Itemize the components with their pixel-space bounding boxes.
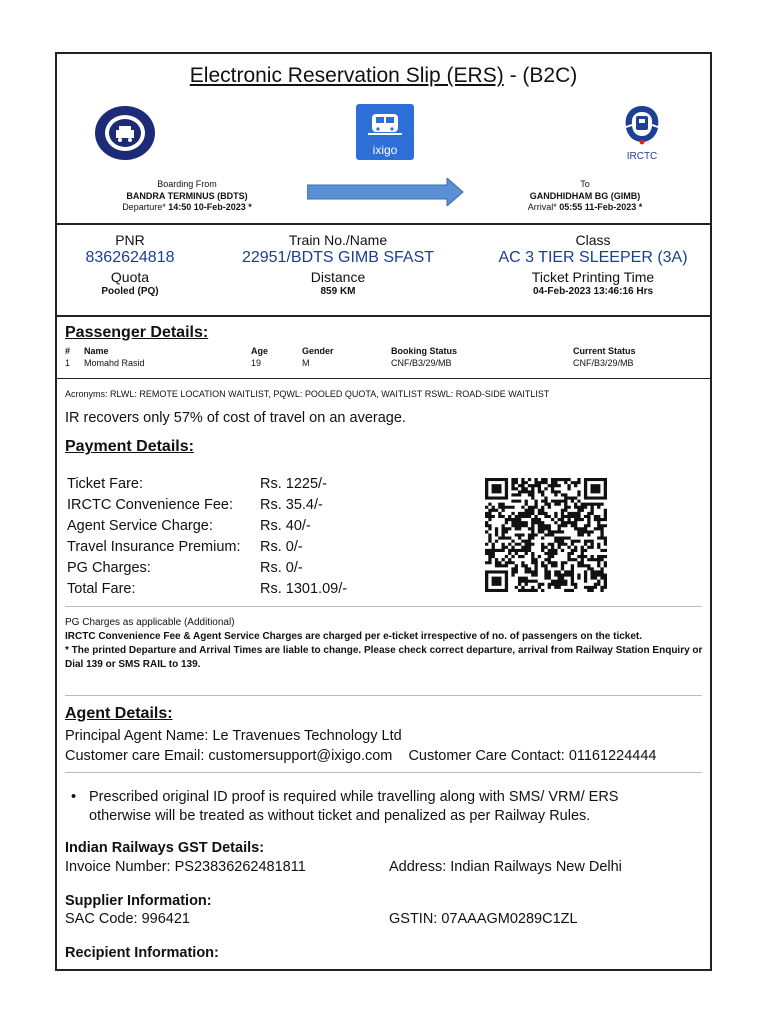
passenger-current-status: CNF/B3/29/MB (573, 358, 634, 368)
table-row (67, 497, 347, 518)
total-fare-value: Rs. 1301.09/- (260, 581, 348, 597)
arrival-label: Arrival* (527, 202, 557, 212)
divider-3 (57, 378, 710, 379)
fare-label: Ticket Fare: (67, 476, 144, 492)
title-main: Electronic Reservation Slip (ERS) (189, 64, 504, 87)
cost-recovery-note: IR recovers only 57% of cost of travel on an average. (65, 410, 406, 426)
destination-station: GANDHIDHAM BG (GIMB) (529, 190, 641, 201)
convenience-fee-value: Rs. 35.4/- (260, 497, 323, 513)
train-value: 22951/BDTS GIMB SFAST (241, 249, 435, 266)
qr-code-icon (485, 478, 607, 592)
indian-railways-logo (94, 104, 156, 162)
irctc-logo (618, 102, 666, 162)
boarding-station: BANDRA TERMINUS (BDTS) (126, 190, 248, 201)
class-label: Class (575, 232, 611, 248)
quota-label: Quota (110, 269, 150, 285)
acronyms-note: Acronyms: RLWL: REMOTE LOCATION WAITLIST, PQWL: POOLED QUOTA, WAITLIST RSWL: ROAD-SIDE WAITLIST (65, 389, 550, 399)
table-row (67, 539, 347, 560)
total-fare-label: Total Fare: (67, 581, 136, 597)
passenger-booking-status: CNF/B3/29/MB (391, 358, 452, 368)
gst-details-title: Indian Railways GST Details: (65, 840, 265, 856)
divider-1 (57, 223, 710, 225)
pnr-label: PNR (115, 232, 145, 248)
invoice-number: Invoice Number: PS23836262481811 (65, 859, 306, 875)
qr-code-graphic (485, 478, 607, 592)
passenger-details-title: Passenger Details: (65, 324, 209, 341)
pnr-block (57, 232, 203, 297)
customer-care-email: Customer care Email: customersupport@ixigo.com (65, 748, 393, 764)
table-row (65, 358, 645, 370)
supplier-info-title: Supplier Information: (65, 893, 212, 909)
divider-4 (65, 606, 702, 607)
train-icon (356, 104, 414, 140)
train-label: Train No./Name (288, 232, 388, 248)
id-proof-note: Prescribed original ID proof is required while travelling along with SMS/ VRM/ ERS otherwise will be treated as without ticket and penalized as per Railway Rules. (89, 789, 619, 824)
time-change-note: * The printed Departure and Arrival Times are liable to change. Please check correct departure, arrival from Railway Station Enquiry or Dial 139 or SMS RAIL to 139. (65, 645, 703, 670)
departure-value: 14:50 10-Feb-2023 * (168, 202, 252, 212)
fee-note: IRCTC Convenience Fee & Agent Service Charges are charged per e-ticket irrespective of no. of passengers on the ticket. (65, 631, 643, 642)
pg-charges-label: PG Charges: (67, 560, 151, 576)
agent-charge-label: Agent Service Charge: (67, 518, 213, 534)
col-age: Age (251, 346, 269, 356)
departure-label: Departure* (122, 202, 166, 212)
pg-charges-value: Rs. 0/- (260, 560, 303, 576)
divider-5 (65, 695, 702, 696)
gstin: GSTIN: 07AAAGM0289C1ZL (389, 911, 578, 927)
arrival-value: 05:55 11-Feb-2023 * (559, 202, 643, 212)
passenger-name: Momahd Rasid (84, 358, 145, 368)
passenger-index: 1 (65, 358, 71, 368)
sac-code: SAC Code: 996421 (65, 911, 190, 927)
distance-value: 859 KM (320, 286, 356, 297)
bullet-icon: • (71, 789, 77, 805)
quota-value: Pooled (PQ) (101, 286, 159, 297)
ixigo-logo-text: ixigo (372, 143, 398, 157)
payment-table (67, 476, 347, 602)
id-proof-note-block (71, 788, 671, 826)
passenger-table-header (65, 346, 645, 358)
distance-label: Distance (310, 269, 366, 285)
passenger-gender: M (302, 358, 310, 368)
irctc-emblem-icon (618, 102, 666, 146)
title-suffix: - (B2C) (509, 64, 578, 87)
payment-details-title: Payment Details: (65, 438, 194, 455)
payment-table-wrap (67, 476, 347, 602)
col-gender: Gender (302, 346, 334, 356)
col-booking-status: Booking Status (391, 346, 458, 356)
passenger-table (65, 346, 645, 370)
fare-value: Rs. 1225/- (260, 476, 327, 492)
agent-charge-value: Rs. 40/- (260, 518, 311, 534)
agent-details-title: Agent Details: (65, 705, 173, 722)
recipient-info-title: Recipient Information: (65, 945, 219, 961)
customer-care-contact: Customer Care Contact: 01161224444 (408, 748, 657, 764)
divider-6 (65, 772, 702, 773)
table-row (67, 560, 347, 581)
ers-ticket-frame (55, 52, 712, 971)
boarding-from-block (87, 179, 287, 214)
class-value: AC 3 TIER SLEEPER (3A) (498, 249, 688, 266)
passenger-age: 19 (251, 358, 262, 368)
notes-block (65, 616, 705, 672)
irctc-logo-text: IRCTC (626, 151, 658, 162)
divider-2 (57, 315, 710, 317)
ixigo-logo (356, 104, 414, 160)
to-label: To (580, 179, 590, 189)
table-row (67, 476, 347, 497)
pg-note: PG Charges as applicable (Additional) (65, 617, 235, 628)
boarding-from-label: Boarding From (157, 179, 217, 189)
agent-details-block (65, 726, 656, 766)
table-row (67, 581, 347, 602)
journey-arrow-icon (307, 178, 465, 206)
train-block (203, 232, 473, 297)
class-block (473, 232, 713, 297)
gst-address: Address: Indian Railways New Delhi (389, 859, 622, 875)
print-time-label: Ticket Printing Time (531, 269, 655, 285)
table-row (67, 518, 347, 539)
principal-agent: Principal Agent Name: Le Travenues Technology Ltd (65, 728, 402, 744)
ers-title (57, 64, 710, 88)
insurance-label: Travel Insurance Premium: (67, 539, 241, 555)
col-current-status: Current Status (573, 346, 636, 356)
insurance-value: Rs. 0/- (260, 539, 303, 555)
print-time-value: 04-Feb-2023 13:46:16 Hrs (532, 286, 654, 297)
pnr-value: 8362624818 (85, 249, 175, 266)
passenger-table-wrap (65, 346, 645, 370)
convenience-fee-label: IRCTC Convenience Fee: (67, 497, 234, 513)
col-name: Name (84, 346, 109, 356)
col-index: # (65, 346, 71, 356)
destination-block (485, 179, 685, 214)
